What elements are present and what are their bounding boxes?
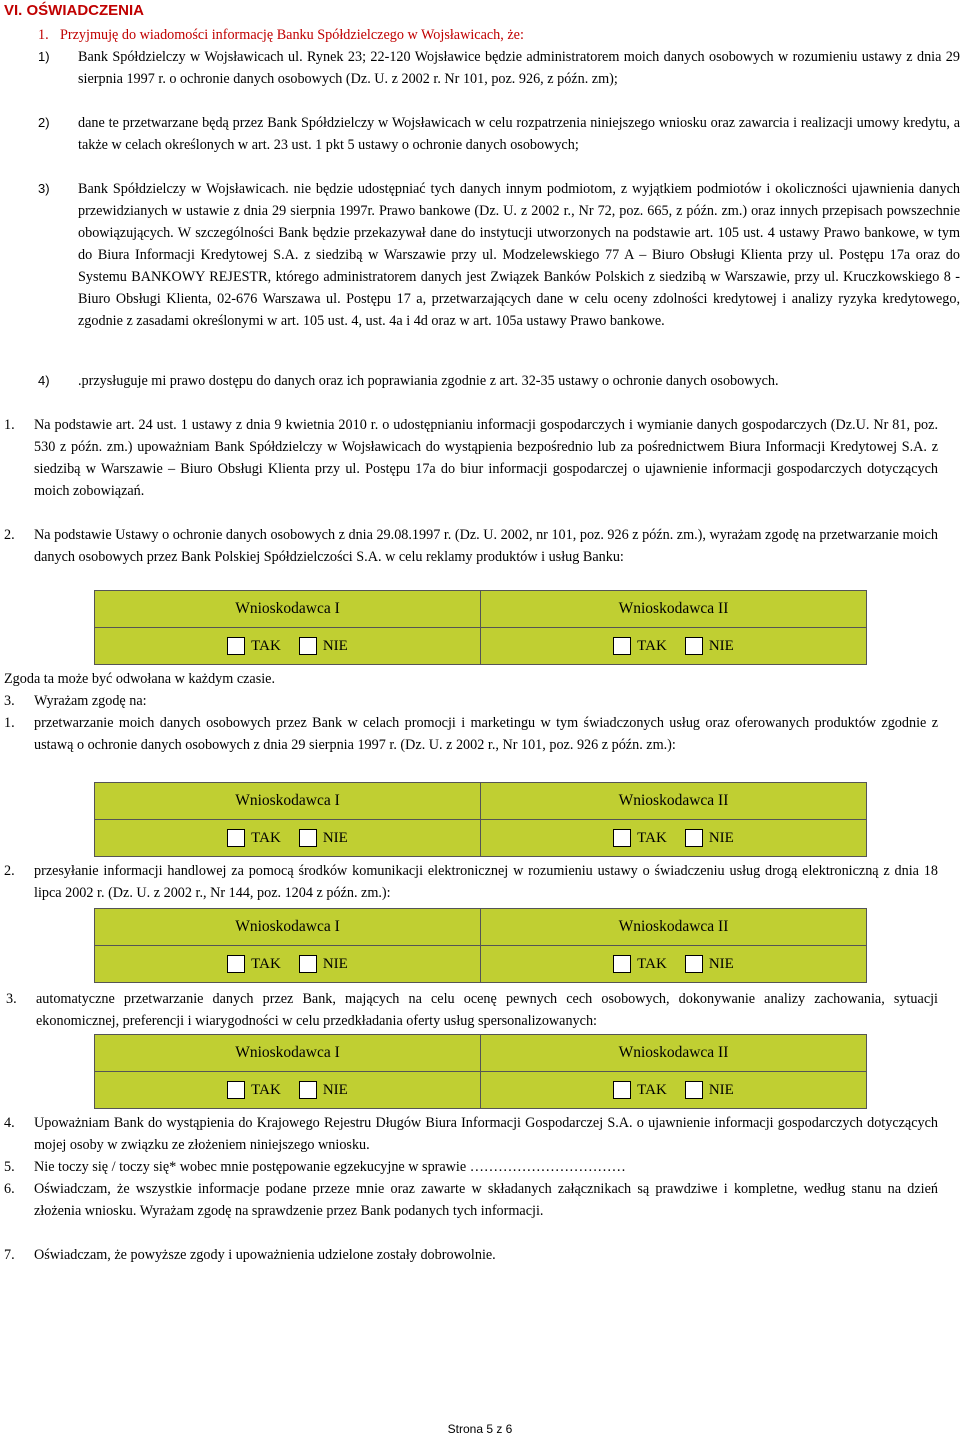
consent-item-text: przetwarzanie moich danych osobowych przez Bank w celach promocji i marketingu w tym świadczonych usług oraz oferowanych produktów zgodnie z ustawą o ochronie danych osobowych z dnia 29 sierpnia 1997 r. (Dz. U. z 2002 r., Nr 101, poz. 926 z późn. zm.): [34, 715, 938, 753]
no-checkbox[interactable]: NIE [685, 1081, 734, 1099]
page-number: Strona 5 z 6 [447, 1422, 513, 1436]
consent-table-profiling [94, 1034, 867, 1109]
no-checkbox[interactable]: NIE [685, 637, 734, 655]
revocable-note: Zgoda ta może być odwołana w każdym czasie. [4, 671, 276, 687]
yes-checkbox[interactable]: TAK [613, 955, 667, 973]
applicant-2-header: Wnioskodawca II [481, 909, 867, 946]
consent-table-marketing [94, 590, 867, 665]
intro-number: 1. [38, 27, 49, 43]
consent-table-electronic [94, 908, 867, 983]
statement-number: 5. [4, 1159, 15, 1175]
consent-item-number: 2. [4, 863, 15, 879]
info-item-number: 2) [38, 115, 50, 130]
info-item-text: .przysługuje mi prawo dostępu do danych oraz ich poprawiania zgodnie z art. 32-35 ustawy o ochronie danych osobowych. [78, 373, 779, 389]
paragraph-number: 1. [4, 417, 15, 433]
paragraph-text: Na podstawie art. 24 ust. 1 ustawy z dnia 9 kwietnia 2010 r. o udostępnianiu informacji gospodarczych i wymianie danych gospodarczych (Dz.U. Nr 81, poz. 530 z późn. zm.) upoważniam Bank Spółdzielczy w Wojsławicach do wystąpienia bezpośrednio lub za pośrednictwem Biura Informacji Kredytowej S.A. z siedzibą w Warszawie – Biuro Obsługi Klienta przy ul. Postępu 17a do biur informacji gospodarczej o ujawnienie informacji gospodarczych dotyczących moich zobowiązań. [34, 417, 938, 499]
paragraph-number: 2. [4, 527, 15, 543]
info-item-text: dane te przetwarzane będą przez Bank Spółdzielczy w Wojsławicach w celu rozpatrzenia niniejszego wniosku oraz zawarcia i realizacji umowy kredytu, a także w celach określonych w art. 23 ust. 1 pkt 5 ustawy o ochronie danych osobowych; [78, 115, 960, 153]
statement-text: Oświadczam, że wszystkie informacje podane przeze mnie oraz zawarte w składanych załącznikach są prawdziwe i kompletne, według stanu na dzień złożenia wniosku. Wyrażam zgodę na sprawdzenie przez Bank podanych tych informacji. [34, 1181, 938, 1219]
info-item-text: Bank Spółdzielczy w Wojsławicach. nie będzie udostępniać tych danych innym podmiotom, z wyjątkiem podmiotów i okoliczności ujawnienia danych przewidzianych w ustawie z dnia 29 sierpnia 1997r. Prawo bankowe (Dz. U. z 2002 r., Nr 72, poz. 665, z późn. zm.) oraz innych przepisach powszechnie obowiązujących. W szczególności Bank będzie przekazywał dane do instytucji utworzonych na podstawie art. 105 ust. 4 ustawy Prawo bankowe, w tym do Biura Informacji Kredytowej S.A. z siedzibą w Warszawie przy ul. Modzelewskiego 77 A – Biuro Obsługi Klienta przy ul. Postępu 17a oraz do Systemu BANKOWY REJESTR, którego administratorem danych jest Związek Banków Polskich z siedzibą w Warszawie, przy ul. Kruczkowskiego 8 - Biuro Obsługi Klienta, 02-676 Warszawa ul. Postępu 17 a, przetwarzających dane w celu oceny zdolności kredytowej i analizy ryzyka kredytowego, zgodnie z zasadami określonymi w art. 105 ust. 4, ust. 4a i 4d oraz w art. 105a ustawy Prawo bankowe. [78, 181, 960, 329]
info-item-number: 1) [38, 49, 50, 64]
applicant-2-header: Wnioskodawca II [481, 1035, 867, 1072]
consent-table-promotion [94, 782, 867, 857]
statement-text: Upoważniam Bank do wystąpienia do Krajowego Rejestru Długów Biura Informacji Gospodarczej S.A. o ujawnienie informacji gospodarczych dotyczących mojej osoby w związku ze złożeniem niniejszego wniosku. [34, 1115, 938, 1153]
info-item-number: 4) [38, 373, 50, 388]
no-checkbox[interactable]: NIE [685, 829, 734, 847]
statement-number: 4. [4, 1115, 15, 1131]
paragraph-text: Na podstawie Ustawy o ochronie danych osobowych z dnia 29.08.1997 r. (Dz. U. 2002, nr 101, poz. 926 z późn. zm.), wyrażam zgodę na przetwarzanie moich danych osobowych przez Bank Polskiej Spółdzielczości S.A. w celu reklamy produktów i usług Banku: [34, 527, 938, 565]
info-item-number: 3) [38, 181, 50, 196]
applicant-1-header: Wnioskodawca I [95, 783, 481, 820]
consent-item-number: 3. [6, 991, 17, 1007]
yes-checkbox[interactable]: TAK [227, 637, 281, 655]
no-checkbox[interactable]: NIE [299, 955, 348, 973]
intro-text: Przyjmuję do wiadomości informację Banku Spółdzielczego w Wojsławicach, że: [60, 27, 524, 43]
consent-item-text: przesyłanie informacji handlowej za pomocą środków komunikacji elektronicznej w rozumieniu ustawy o świadczeniu usług drogą elektroniczną z dnia 18 lipca 2002 r. (Dz. U. z 2002 r., Nr 144, poz. 1204 z późn. zm.): [34, 863, 938, 901]
applicant-1-header: Wnioskodawca I [95, 591, 481, 628]
consent-item-number: 1. [4, 715, 15, 731]
applicant-2-header: Wnioskodawca II [481, 591, 867, 628]
yes-checkbox[interactable]: TAK [613, 829, 667, 847]
yes-checkbox[interactable]: TAK [227, 829, 281, 847]
applicant-1-header: Wnioskodawca I [95, 1035, 481, 1072]
info-item-text: Bank Spółdzielczy w Wojsławicach ul. Rynek 23; 22-120 Wojsławice będzie administratorem moich danych osobowych w rozumieniu ustawy z dnia 29 sierpnia 1997 r. o ochronie danych osobowych (Dz. U. z 2002 r. Nr 101, poz. 926, z późn. zm); [78, 49, 960, 87]
section-title: VI. OŚWIADCZENIA [4, 2, 145, 19]
statement-number: 7. [4, 1247, 15, 1263]
statement-text: Oświadczam, że powyższe zgody i upoważnienia udzielone zostały dobrowolnie. [34, 1247, 496, 1263]
yes-checkbox[interactable]: TAK [613, 637, 667, 655]
no-checkbox[interactable]: NIE [685, 955, 734, 973]
paragraph-number: 3. [4, 693, 15, 709]
statement-text: Nie toczy się / toczy się* wobec mnie postępowanie egzekucyjne w sprawie …………………………… [34, 1159, 626, 1175]
statement-number: 6. [4, 1181, 15, 1197]
applicant-1-header: Wnioskodawca I [95, 909, 481, 946]
yes-checkbox[interactable]: TAK [613, 1081, 667, 1099]
no-checkbox[interactable]: NIE [299, 1081, 348, 1099]
consent-item-text: automatyczne przetwarzanie danych przez Bank, mających na celu ocenę pewnych cech osobowych, dokonywanie analizy zachowania, sytuacji ekonomicznej, preferencji i wiarygodności w celu przedkładania oferty usług spersonalizowanych: [36, 991, 938, 1029]
yes-checkbox[interactable]: TAK [227, 1081, 281, 1099]
applicant-2-header: Wnioskodawca II [481, 783, 867, 820]
no-checkbox[interactable]: NIE [299, 637, 348, 655]
paragraph-text: Wyrażam zgodę na: [34, 693, 147, 709]
no-checkbox[interactable]: NIE [299, 829, 348, 847]
yes-checkbox[interactable]: TAK [227, 955, 281, 973]
